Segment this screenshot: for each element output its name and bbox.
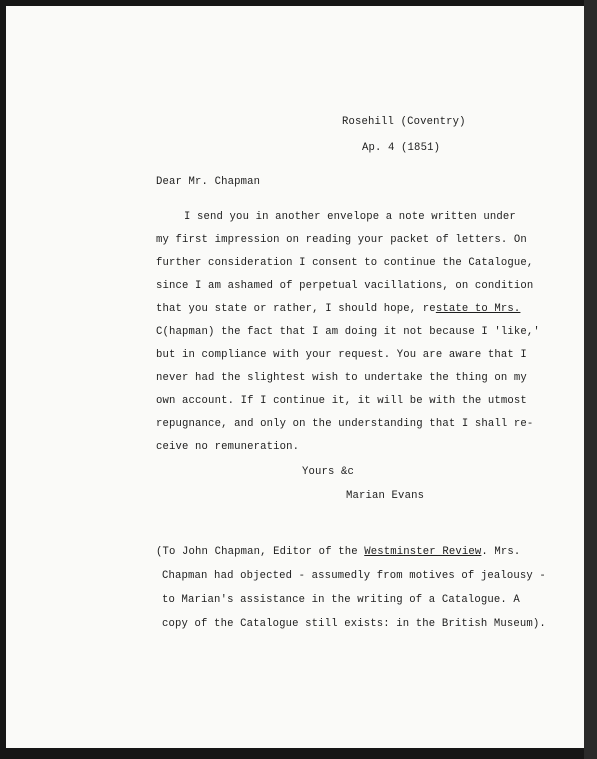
underlined-word: state to Mrs.	[435, 303, 521, 315]
letter-salutation: Dear Mr. Chapman	[156, 176, 261, 188]
typed-letter-page	[6, 6, 584, 748]
note-text: . Mrs.	[481, 546, 521, 558]
body-line: further consideration I consent to continue the Catalogue,	[156, 257, 534, 269]
editorial-note-line: to Marian's assistance in the writing of a Catalogue. A	[162, 594, 520, 606]
body-line-text: that you state or rather, I should hope, re	[156, 303, 436, 315]
letter-closing: Yours &c	[302, 466, 355, 478]
periodical-title: Westminster Review	[364, 546, 482, 558]
body-line: I send you in another envelope a note written under	[184, 211, 516, 223]
editorial-note-line: copy of the Catalogue still exists: in the British Museum).	[162, 618, 546, 630]
body-line-with-underline	[156, 303, 520, 315]
body-line: own account. If I continue it, it will be with the utmost	[156, 395, 527, 407]
note-text: (To John Chapman, Editor of the	[156, 546, 365, 558]
body-line: never had the slightest wish to undertake the thing on my	[156, 372, 527, 384]
editorial-note-line	[156, 546, 520, 558]
body-line: C(hapman) the fact that I am doing it not because I 'like,'	[156, 326, 540, 338]
body-line: since I am ashamed of perpetual vacillations, on condition	[156, 280, 534, 292]
editorial-note-line: Chapman had objected - assumedly from motives of jealousy -	[162, 570, 546, 582]
letter-date: Ap. 4 (1851)	[362, 142, 441, 154]
body-line: repugnance, and only on the understanding that I shall re-	[156, 418, 534, 430]
letter-address: Rosehill (Coventry)	[342, 116, 466, 128]
scan-border	[584, 0, 597, 759]
body-line: my first impression on reading your packet of letters. On	[156, 234, 527, 246]
body-line: but in compliance with your request. You are aware that I	[156, 349, 527, 361]
letter-signature: Marian Evans	[346, 490, 425, 502]
body-line: ceive no remuneration.	[156, 441, 300, 453]
